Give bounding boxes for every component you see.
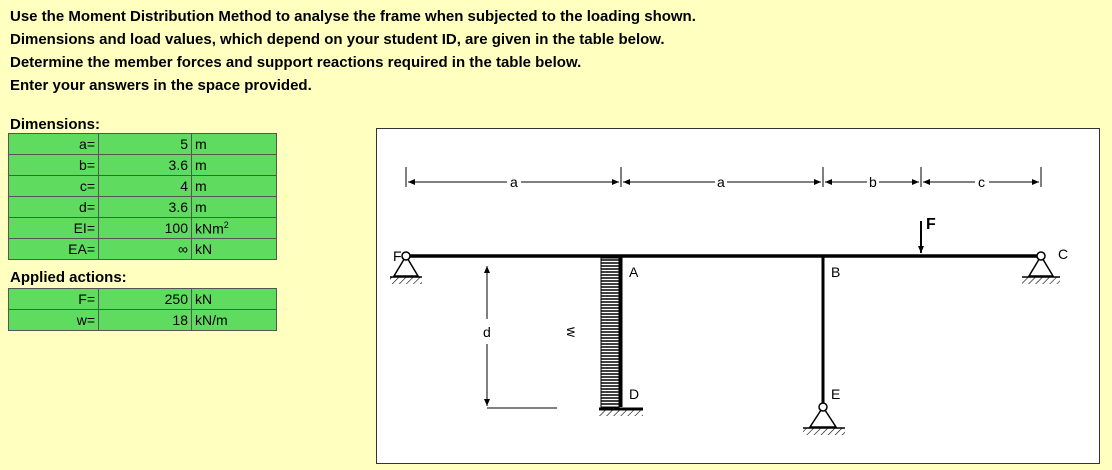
node-label-a: A <box>629 264 639 280</box>
dim-value[interactable]: 5 <box>99 134 192 155</box>
height-dimension <box>487 266 557 408</box>
action-label: F= <box>9 289 99 310</box>
dim-label-c: c <box>978 174 985 190</box>
instruction-line-4: Enter your answers in the space provided. <box>10 77 312 94</box>
dim-label: c= <box>9 176 99 197</box>
node-label-d: D <box>629 386 640 402</box>
table-row <box>9 134 277 155</box>
dim-value[interactable]: ∞ <box>99 239 192 260</box>
dim-label-d: d <box>483 324 491 340</box>
table-row <box>9 155 277 176</box>
load-label-w: w <box>564 326 581 338</box>
node-label-e: E <box>831 386 841 402</box>
dim-value[interactable]: 3.6 <box>99 197 192 218</box>
dim-value[interactable]: 3.6 <box>99 155 192 176</box>
frame-drawing <box>377 129 1099 463</box>
dim-label: EA= <box>9 239 99 260</box>
node-label-b: B <box>831 264 841 280</box>
dim-unit-sup: 2 <box>223 219 229 230</box>
dimensions-table <box>8 133 277 260</box>
distributed-load <box>601 258 619 407</box>
dim-label: b= <box>9 155 99 176</box>
actions-table <box>8 288 277 331</box>
dim-label-a2: a <box>717 174 725 190</box>
action-value[interactable]: 18 <box>99 310 192 331</box>
action-label: w= <box>9 310 99 331</box>
node-label-f: F <box>393 248 402 264</box>
dim-unit: kN <box>192 239 277 260</box>
table-row <box>9 239 277 260</box>
table-row <box>9 176 277 197</box>
action-value[interactable]: 250 <box>99 289 192 310</box>
dim-unit <box>192 218 277 239</box>
dim-label-b: b <box>869 174 877 190</box>
action-unit: kN/m <box>192 310 277 331</box>
dim-label: d= <box>9 197 99 218</box>
action-unit: kN <box>192 289 277 310</box>
table-row <box>9 289 277 310</box>
dim-label: a= <box>9 134 99 155</box>
table-row <box>9 310 277 331</box>
instruction-line-1: Use the Moment Distribution Method to analyse the frame when subjected to the loading shown. <box>10 8 696 25</box>
dim-label: EI= <box>9 218 99 239</box>
table-row <box>9 218 277 239</box>
dim-unit: m <box>192 176 277 197</box>
dim-unit: m <box>192 197 277 218</box>
load-label-f: F <box>926 216 936 233</box>
dimensions-title: Dimensions: <box>10 116 101 133</box>
instruction-line-2: Dimensions and load values, which depend on your student ID, are given in the table below. <box>10 31 665 48</box>
node-label-c: C <box>1058 246 1069 262</box>
dim-unit: m <box>192 155 277 176</box>
actions-title: Applied actions: <box>10 269 127 286</box>
dim-unit: m <box>192 134 277 155</box>
instruction-line-3: Determine the member forces and support reactions required in the table below. <box>10 54 582 71</box>
dim-value[interactable]: 4 <box>99 176 192 197</box>
frame-diagram <box>376 128 1100 464</box>
dim-label-a1: a <box>510 174 518 190</box>
dim-value[interactable]: 100 <box>99 218 192 239</box>
table-row <box>9 197 277 218</box>
dim-unit-text: kNm <box>195 220 224 237</box>
fixed-support-d <box>599 409 643 416</box>
instructions <box>10 5 696 97</box>
pin-support-e <box>803 403 845 435</box>
